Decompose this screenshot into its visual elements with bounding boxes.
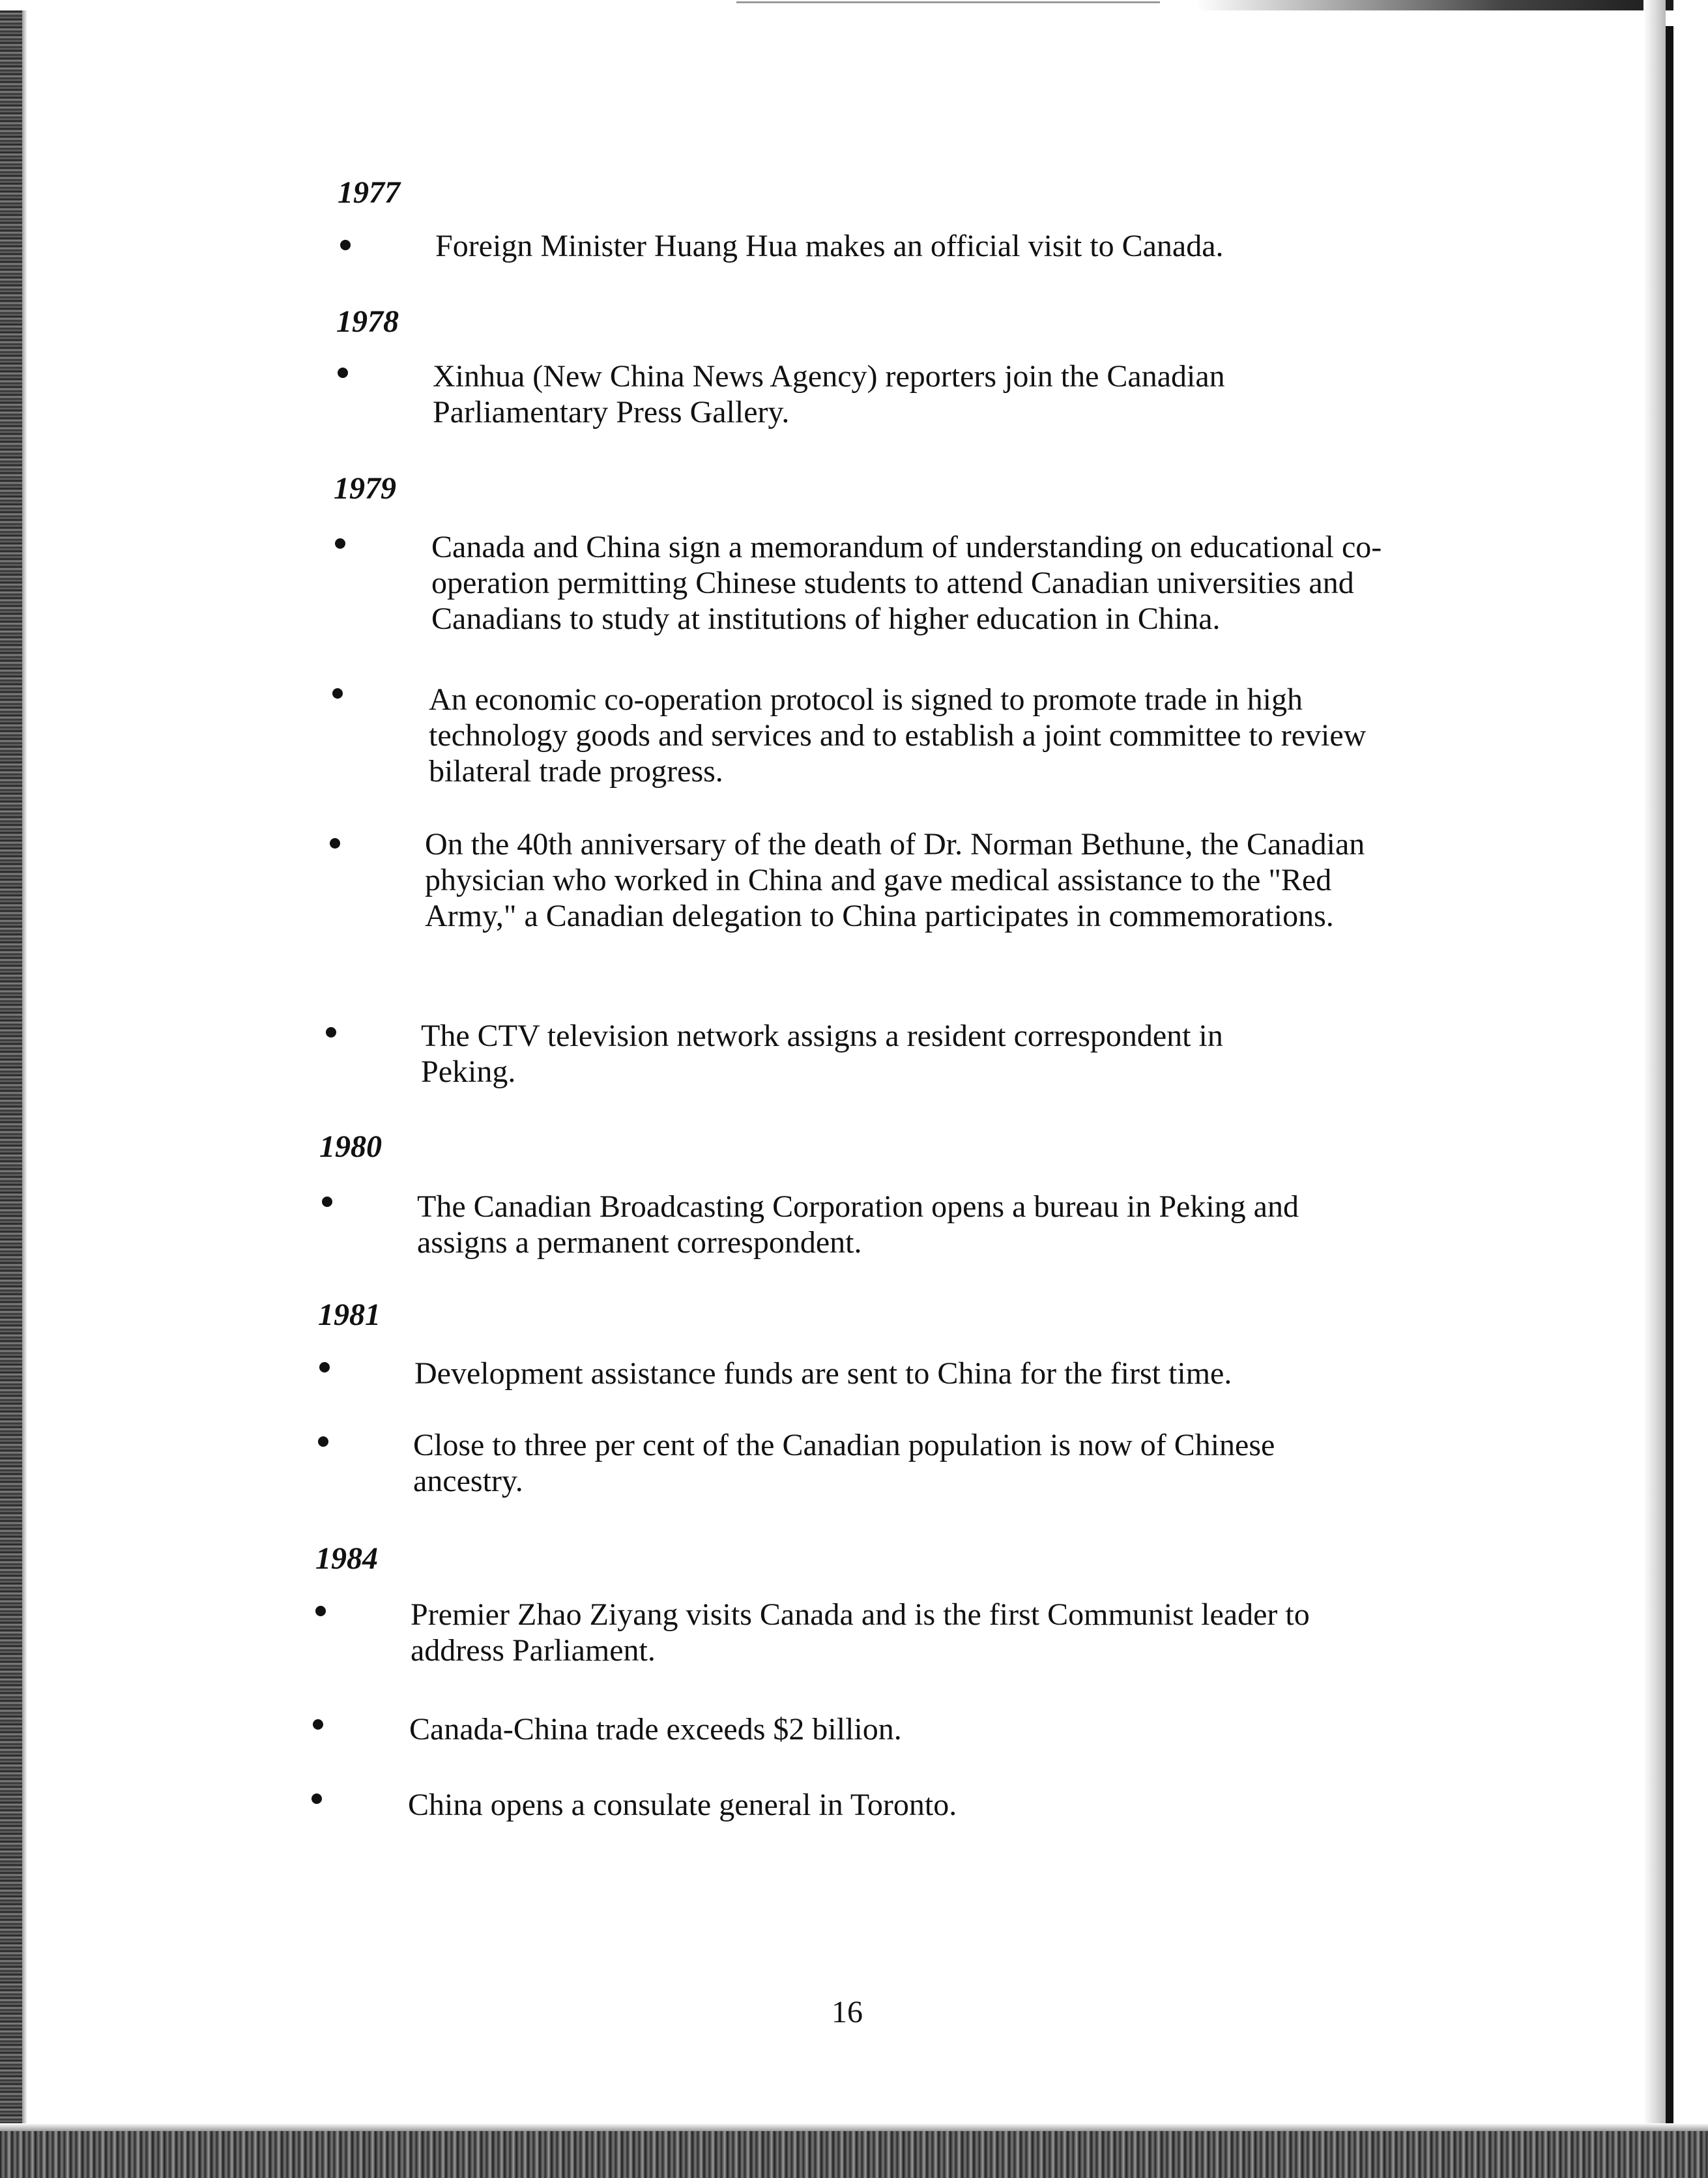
timeline-item: The Canadian Broadcasting Corporation opens a bureau in Peking and assigns a permanent correspondent.: [417, 1189, 1299, 1260]
year-heading: 1981: [318, 1298, 381, 1332]
timeline-item: The CTV television network assigns a resident correspondent in Peking.: [421, 1019, 1223, 1089]
timeline-item: Xinhua (New China News Agency) reporters join the Canadian Parliamentary Press Gallery.: [433, 359, 1225, 429]
bullet-icon: [311, 1793, 322, 1804]
bullet-icon: [330, 838, 340, 849]
year-heading: 1978: [336, 304, 399, 339]
timeline-item: Premier Zhao Ziyang visits Canada and is the first Communist leader to address Parliament.: [411, 1597, 1310, 1668]
bullet-icon: [340, 240, 351, 250]
timeline-item: Foreign Minister Huang Hua makes an official visit to Canada.: [435, 229, 1224, 263]
year-heading: 1979: [334, 471, 396, 506]
bullet-icon: [335, 538, 345, 549]
bullet-icon: [326, 1027, 336, 1038]
timeline-item: Canada and China sign a memorandum of understanding on educational co-operation permitting Chinese students to attend Canadian universities and Canadians to study at institutions of higher education in China.: [431, 530, 1382, 636]
timeline-item: Canada-China trade exceeds $2 billion.: [409, 1712, 902, 1747]
bullet-icon: [332, 688, 343, 699]
page-number: 16: [832, 1995, 863, 2029]
bullet-icon: [313, 1719, 323, 1730]
timeline-item: Close to three per cent of the Canadian population is now of Chinese ancestry.: [413, 1428, 1275, 1498]
timeline-item: An economic co-operation protocol is signed to promote trade in high technology goods and services and to establish a joint committee to review bilateral trade progress.: [429, 682, 1367, 789]
timeline-item: China opens a consulate general in Toronto.: [408, 1788, 957, 1822]
bullet-icon: [322, 1197, 332, 1207]
timeline-item: On the 40th anniversary of the death of Dr. Norman Bethune, the Canadian physician who worked in China and gave medical assistance to the "Red Army," a Canadian delegation to China participates in commemorations.: [425, 827, 1365, 933]
timeline-item: Development assistance funds are sent to China for the first time.: [414, 1356, 1232, 1391]
bullet-icon: [315, 1606, 326, 1616]
bullet-icon: [338, 368, 348, 378]
year-heading: 1977: [338, 175, 400, 210]
bullet-icon: [319, 1362, 330, 1372]
year-heading: 1980: [319, 1129, 382, 1164]
bullet-icon: [318, 1436, 328, 1447]
year-heading: 1984: [315, 1541, 378, 1576]
